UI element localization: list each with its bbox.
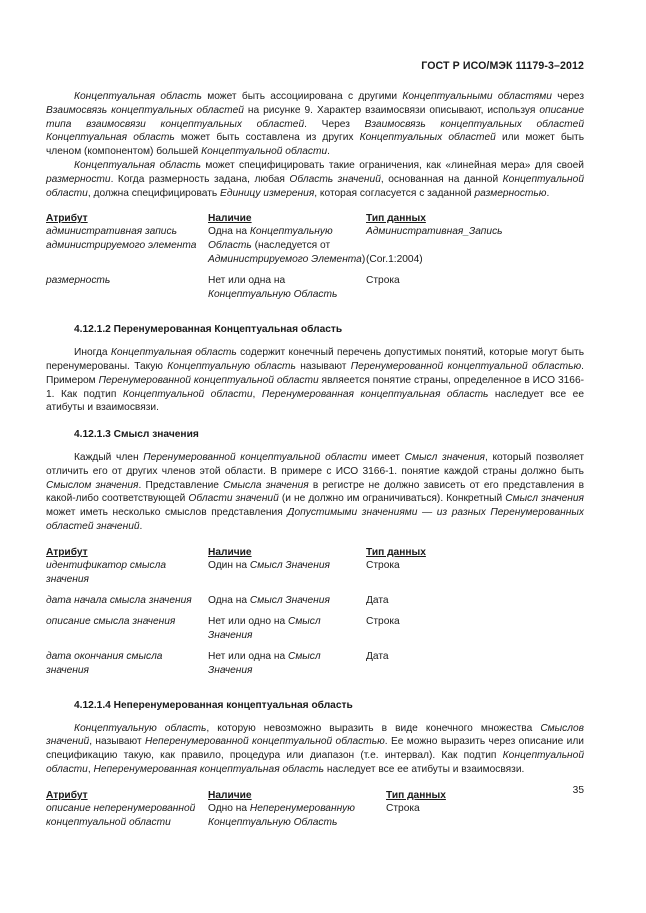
italic-term: Смысла значения <box>223 479 309 491</box>
italic-term: описание типа взаимосвязи концептуальных областей <box>46 104 584 130</box>
italic-term: Неперенумерованной концептуальной областью <box>145 736 385 748</box>
cell-attribute: дата окончания смысла значения <box>46 650 163 676</box>
cell-attribute: описание неперенумерованной концептуальной области <box>46 802 196 828</box>
italic-term: Концептуальных областей <box>359 132 496 144</box>
text-run: может быть составлена из других <box>174 132 360 144</box>
intro-paragraph-1 <box>46 90 584 159</box>
cell-attribute: описание смысла значения <box>46 615 176 627</box>
italic-term: Перенумерованной концептуальной областью <box>350 360 582 372</box>
col-header-presence: Наличие <box>208 789 252 801</box>
table-row <box>46 650 584 685</box>
section-4-12-1-2-paragraph <box>46 346 584 415</box>
text-run: наследует все ее атибуты и взаимосвязи. <box>324 763 525 775</box>
italic-term: Концептуальная область <box>74 91 202 102</box>
text-run: называют <box>295 360 351 372</box>
cell-presence: Одна на Смысл Значения <box>208 594 330 606</box>
text-run: . Примером <box>46 360 584 386</box>
italic-term: Концептуальную область <box>74 722 207 734</box>
text-run: (и не должно им ограничиваться). Конкретный <box>278 493 506 505</box>
cell-datatype: Административная_Запись (Cor.1:2004) <box>366 226 503 266</box>
cell-datatype: Строка <box>366 275 400 287</box>
cell-datatype: Строка <box>366 615 400 627</box>
table-header-row <box>46 212 584 225</box>
text-run: через <box>551 91 585 102</box>
table-row <box>46 559 584 594</box>
text-run: , называют <box>89 736 146 748</box>
cell-presence: Один на Смысл Значения <box>208 559 330 571</box>
cell-attribute: административная запись администрируемого элемента <box>46 226 197 252</box>
text-run: , основанная на данной <box>380 173 503 185</box>
italic-term: Перенумерованная концептуальная область <box>261 388 489 400</box>
attribute-table-1 <box>46 212 584 309</box>
section-heading-4-12-1-4: 4.12.1.4 Неперенумерованная концептуальная область <box>74 699 353 711</box>
col-header-attribute: Атрибут <box>46 789 88 801</box>
text-run: наследует все ее атибуты и взаимосвязи. <box>46 388 585 414</box>
cell-attribute: размерность <box>46 275 111 287</box>
text-run: в регистре не должно зависеть от его представления в какой-либо соответствующей <box>46 479 585 505</box>
table-row <box>46 274 584 309</box>
text-run: , которую невозможно выразить в виде конечного множества <box>206 722 541 734</box>
italic-term: размерностью <box>474 187 547 199</box>
italic-term: Концептуальная область <box>110 347 237 359</box>
cell-presence: Нет или одно на Смысл Значения <box>208 615 321 641</box>
attribute-table-2 <box>46 546 584 685</box>
text-run: , который позволяет отличить его от других членов этой области. В примере с ИСО 3166-1. понятие каждой страны должно быть <box>46 451 584 477</box>
text-run: . Через <box>304 118 365 130</box>
cell-datatype: Дата <box>366 594 389 606</box>
italic-term: размерности <box>46 173 111 185</box>
cell-presence: Нет или одна на Смысл Значения <box>208 650 321 676</box>
italic-term: Концептуальными областями <box>402 91 552 102</box>
text-run: . <box>139 520 143 532</box>
text-run: , <box>87 763 94 775</box>
italic-term: Концептуальной области <box>201 146 328 158</box>
italic-term: Смыслом значения <box>46 479 139 491</box>
text-run: может быть ассоциирована с другими <box>201 91 403 102</box>
text-run: . <box>327 146 330 158</box>
text-run: на рисунке 9. Характер взаимосвязи описывают, используя <box>243 104 540 116</box>
col-header-datatype: Тип данных <box>366 213 426 225</box>
italic-term: Единицу измерения <box>220 187 315 199</box>
text-run: может иметь несколько смыслов представления <box>46 507 288 519</box>
text-run: содержит конечный перечень допустимых понятий, которые могут быть перенумерованы. Такую <box>46 347 585 372</box>
text-run: , должна специфицировать <box>87 187 221 199</box>
table-row <box>46 802 584 837</box>
section-4-12-1-3-paragraph <box>46 451 584 534</box>
table-header-row <box>46 546 584 559</box>
text-run: , <box>252 388 262 400</box>
standard-header: ГОСТ Р ИСО/МЭК 11179-3–2012 <box>421 60 584 72</box>
attribute-table-3 <box>46 789 584 837</box>
italic-term: Концептуальную область <box>167 360 296 372</box>
text-run: Каждый член <box>74 451 144 463</box>
text-run: , которая согласуется с заданной <box>314 187 475 199</box>
italic-term: Область значений <box>289 173 381 185</box>
table-row <box>46 594 584 615</box>
cell-datatype: Строка <box>366 559 400 571</box>
col-header-presence: Наличие <box>208 213 252 225</box>
col-header-datatype: Тип данных <box>366 546 426 558</box>
cell-datatype: Строка <box>386 802 420 814</box>
italic-term: Смысл значения <box>505 493 584 505</box>
italic-term: Перенумерованной концептуальной области <box>143 451 367 463</box>
italic-term: Концептуальная область <box>74 159 201 171</box>
page-number: 35 <box>572 785 584 796</box>
section-4-12-1-4-paragraph <box>46 722 584 777</box>
text-run: имеет <box>366 451 405 463</box>
text-run: являеется понятие страны, определенное в ИСО 3166-1. Как подтип <box>46 374 584 400</box>
col-header-attribute: Атрибут <box>46 213 88 225</box>
text-run: Иногда <box>74 347 111 359</box>
text-run: . Ее можно выразить через описание или спецификацию такую, как правило, процедура или диапазон (т.е. интервал). Как подтип <box>46 736 584 762</box>
text-run: . Представление <box>138 479 224 491</box>
cell-presence: Нет или одна на Концептуальную Область <box>208 275 338 301</box>
col-header-datatype: Тип данных <box>386 789 446 801</box>
section-heading-4-12-1-3: 4.12.1.3 Смысл значения <box>74 429 199 441</box>
text-run: или может быть членом (компонентом) большей <box>46 132 585 158</box>
text-run: . Когда размерность задана, любая <box>110 173 290 185</box>
table-header-row <box>46 789 584 802</box>
intro-paragraph-2 <box>46 159 584 200</box>
col-header-presence: Наличие <box>208 546 252 558</box>
italic-term: Взаимосвязь концептуальных областей <box>46 104 244 116</box>
italic-term: Концептуальной области <box>122 388 253 400</box>
text-run: может специфицировать такие ограничения, как «линейная мера» для своей <box>200 159 584 171</box>
text-run: . <box>546 187 550 199</box>
italic-term: Концептуальной области <box>46 750 584 775</box>
cell-datatype: Дата <box>366 650 389 662</box>
italic-term: Допустимыми значениями — из разных Перенумерованных областей значений <box>46 507 584 532</box>
col-header-attribute: Атрибут <box>46 546 88 558</box>
cell-attribute: дата начала смысла значения <box>46 594 192 606</box>
cell-presence: Одно на Неперенумерованную Концептуальную Область <box>208 802 355 828</box>
cell-attribute: идентификатор смысла значения <box>46 559 166 585</box>
italic-term: Смыслов значений <box>46 722 584 748</box>
italic-term: Перенумерованной концептуальной области <box>98 374 319 386</box>
italic-term: Концептуальной области <box>46 173 584 199</box>
table-row <box>46 615 584 650</box>
table-row <box>46 225 584 274</box>
italic-term: Области значений <box>188 493 279 505</box>
italic-term: Неперенумерованная концептуальная область <box>93 763 324 775</box>
italic-term: Смысл значения <box>404 451 485 463</box>
cell-presence: Одна на Концептуальную Область (наследуется от Администрируемого Элемента) <box>208 226 366 266</box>
section-heading-4-12-1-2: 4.12.1.2 Перенумерованная Концептуальная область <box>74 324 343 336</box>
document-body <box>46 90 584 851</box>
italic-term: Взаимосвязь концептуальных областей Концептуальная область <box>46 118 584 144</box>
